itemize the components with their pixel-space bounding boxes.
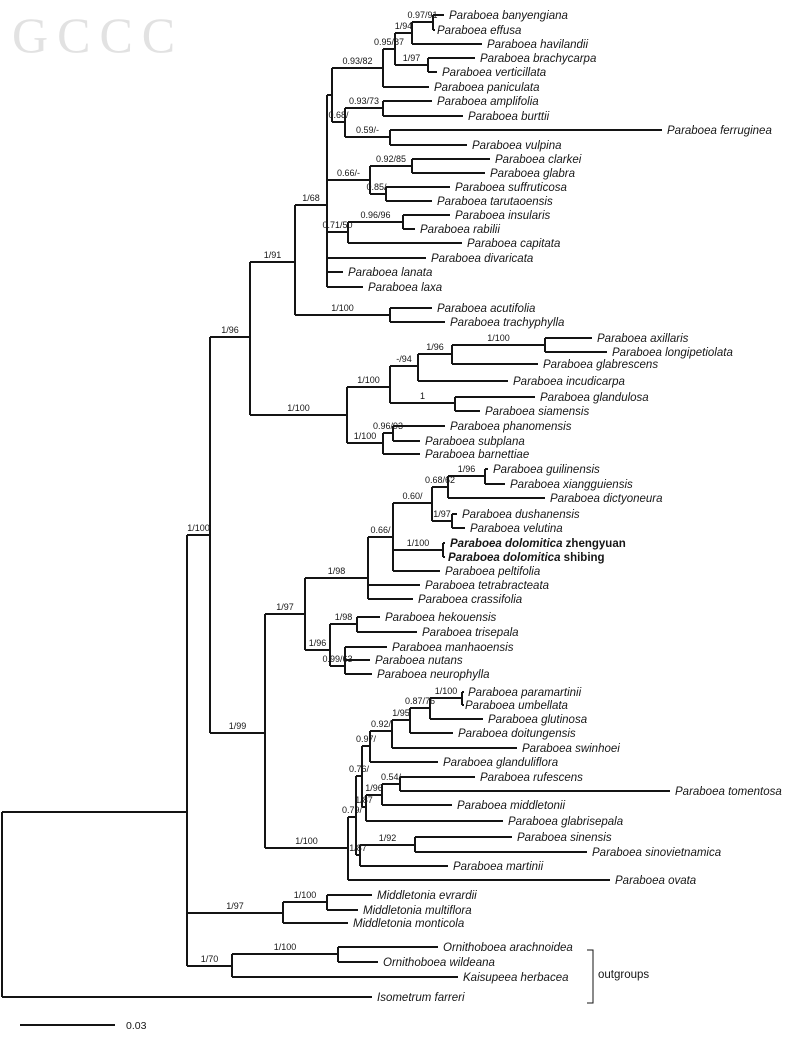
- support-value: 1/96: [457, 464, 476, 474]
- tip-label: Paraboea tarutaoensis: [437, 196, 553, 208]
- tip-label: Paraboea paramartinii: [468, 687, 582, 699]
- tip-label: Ornithoboea arachnoidea: [443, 942, 573, 954]
- support-value: 0.66/: [370, 525, 391, 535]
- support-value: 0.79/: [341, 805, 363, 815]
- tip-label: Paraboea longipetiolata: [612, 347, 733, 359]
- support-value: 0.76/: [348, 764, 370, 774]
- tip-label: Paraboea trachyphylla: [450, 317, 565, 329]
- support-value: 0.92/85: [375, 154, 407, 164]
- tip-label: Paraboea velutina: [470, 523, 563, 535]
- scale-bar-label: 0.03: [126, 1020, 147, 1032]
- tip-label: Paraboea burttii: [468, 111, 550, 123]
- support-value: 0.97/: [355, 734, 377, 744]
- tip-label: Paraboea clarkei: [495, 154, 582, 166]
- tip-label: Paraboea sinensis: [517, 832, 612, 844]
- support-value: 1/96: [221, 325, 239, 335]
- support-value: 0.93/82: [342, 56, 373, 66]
- tip-label: Paraboea glabrescens: [543, 359, 659, 371]
- support-value: 1/87: [355, 795, 373, 805]
- tip-label: Paraboea rufescens: [480, 772, 583, 784]
- support-value: 0.87/76: [404, 696, 436, 706]
- support-value: 0.95/87: [373, 37, 405, 47]
- support-value: 1/97: [226, 901, 244, 911]
- support-value: 0.99/63: [322, 654, 353, 664]
- support-value: 0.54/: [380, 772, 402, 782]
- tip-label: Paraboea effusa: [437, 25, 522, 37]
- outgroups-label: outgroups: [598, 969, 650, 981]
- support-value: 1/98: [334, 612, 353, 622]
- support-value: 1/87: [349, 843, 367, 853]
- tip-label: Paraboea ferruginea: [667, 125, 772, 137]
- tip-label: Paraboea sinovietnamica: [592, 847, 722, 859]
- tip-label: Middletonia evrardii: [377, 890, 477, 902]
- support-value: 1/98: [327, 566, 346, 576]
- tip-label: Paraboea dictyoneura: [550, 493, 663, 505]
- tip-label: Paraboea martinii: [453, 861, 544, 873]
- support-value: 1/96: [308, 638, 327, 648]
- support-value: 0.68/62: [424, 475, 456, 485]
- support-value: 1/96: [365, 783, 383, 793]
- support-value: 0.85/-: [366, 182, 390, 192]
- support-value: 0.93/73: [348, 96, 380, 106]
- support-value: 0.92/: [370, 719, 392, 729]
- tip-label: Paraboea neurophylla: [377, 669, 490, 681]
- support-value: 0.66/-: [336, 168, 361, 178]
- tip-label: Paraboea peltifolia: [445, 566, 541, 578]
- tip-label: Paraboea subplana: [425, 436, 525, 448]
- support-value: 1/92: [378, 833, 397, 843]
- support-value: 1/100: [287, 403, 310, 413]
- tip-label: Paraboea dolomitica shibing: [448, 552, 605, 564]
- tip-label: Paraboea manhaoensis: [392, 642, 514, 654]
- support-value: 1/100: [353, 431, 377, 441]
- tip-label: Paraboea glandulosa: [540, 392, 649, 404]
- support-value: 1/68: [302, 193, 320, 203]
- tip-label: Paraboea laxa: [368, 282, 443, 294]
- tip-label: Middletonia multiflora: [363, 905, 472, 917]
- support-value: 0.68/: [328, 110, 349, 120]
- tip-label: Paraboea xiangguiensis: [510, 479, 633, 491]
- tip-label: Paraboea rabilii: [420, 224, 500, 236]
- tip-label: Paraboea dushanensis: [462, 509, 580, 521]
- support-value: 1/100: [295, 836, 318, 846]
- tip-label: Paraboea brachycarpa: [480, 53, 597, 65]
- tip-label: Paraboea divaricata: [431, 253, 534, 265]
- support-value: 1/99: [228, 721, 247, 731]
- tip-label: Paraboea hekouensis: [385, 612, 497, 624]
- support-value: 1: [419, 391, 426, 401]
- tip-label: Paraboea trisepala: [422, 627, 519, 639]
- tip-label: Paraboea dolomitica zhengyuan: [450, 538, 626, 550]
- tip-label: Paraboea glanduliflora: [443, 757, 559, 769]
- tip-label: Paraboea tomentosa: [675, 786, 782, 798]
- support-value: 0.96/93: [372, 421, 404, 431]
- support-value: 1/94: [394, 21, 413, 31]
- support-value: 1/100: [187, 523, 210, 533]
- support-value: 1/91: [263, 250, 282, 260]
- tip-label: Paraboea umbellata: [465, 700, 568, 712]
- support-value: 0.71/50: [322, 220, 353, 230]
- support-value: 1/100: [273, 942, 297, 952]
- tip-label: Paraboea glabra: [490, 168, 576, 180]
- tip-label: Paraboea middletonii: [457, 800, 566, 812]
- tip-label: Paraboea banyengiana: [449, 10, 568, 22]
- tip-label: Paraboea phanomensis: [450, 421, 572, 433]
- support-value: -/94: [396, 354, 412, 364]
- tip-label: Paraboea swinhoei: [522, 743, 620, 755]
- support-value: 1/96: [426, 342, 444, 352]
- tip-label: Paraboea ovata: [615, 875, 697, 887]
- tip-label: Paraboea incudicarpa: [513, 376, 625, 388]
- support-value: 1/95: [392, 708, 410, 718]
- tip-label: Paraboea verticillata: [442, 67, 547, 79]
- tip-label: Isometrum farreri: [377, 992, 465, 1004]
- support-value: 1/100: [293, 890, 317, 900]
- tip-label: Paraboea crassifolia: [418, 594, 523, 606]
- tip-label: Paraboea glutinosa: [488, 714, 588, 726]
- tip-label: Paraboea havilandii: [487, 39, 589, 51]
- tip-label: Paraboea paniculata: [434, 82, 540, 94]
- support-value: 1/97: [402, 53, 421, 63]
- tip-label: Kaisupeea herbacea: [463, 972, 569, 984]
- support-value: 1/97: [276, 602, 294, 612]
- tip-label: Paraboea vulpina: [472, 140, 562, 152]
- support-value: 0.96/96: [360, 210, 391, 220]
- tip-label: Paraboea barnettiae: [425, 449, 530, 461]
- support-value: 1/100: [357, 375, 380, 385]
- tip-label: Paraboea insularis: [455, 210, 551, 222]
- support-value: 0.97/91: [407, 10, 438, 20]
- tip-label: Paraboea doitungensis: [458, 728, 576, 740]
- tip-label: Paraboea amplifolia: [437, 96, 539, 108]
- tip-label: Ornithoboea wildeana: [383, 957, 495, 969]
- tip-label: Paraboea siamensis: [485, 406, 590, 418]
- tip-label: Paraboea suffruticosa: [455, 182, 567, 194]
- support-value: 0.59/-: [355, 125, 380, 135]
- tip-label: Paraboea nutans: [375, 655, 463, 667]
- support-value: 0.60/: [402, 491, 423, 501]
- tip-label: Paraboea tetrabracteata: [425, 580, 550, 592]
- watermark-text: GCCC: [12, 7, 185, 63]
- tip-label: Paraboea guilinensis: [493, 464, 600, 476]
- support-value: 1/97: [433, 509, 451, 519]
- tip-label: Middletonia monticola: [353, 918, 465, 930]
- support-value: 1/100: [406, 538, 430, 548]
- tip-label: Paraboea axillaris: [597, 333, 689, 345]
- support-value: 1/70: [200, 954, 219, 964]
- support-value: 1/100: [331, 303, 354, 313]
- support-value: 1/100: [487, 333, 510, 343]
- outgroups-bracket: [587, 950, 593, 1003]
- support-value: 1/100: [434, 686, 458, 696]
- tip-label: Paraboea acutifolia: [437, 303, 536, 315]
- tip-label: Paraboea glabrisepala: [508, 816, 624, 828]
- tip-label: Paraboea lanata: [348, 267, 433, 279]
- tip-label: Paraboea capitata: [467, 238, 561, 250]
